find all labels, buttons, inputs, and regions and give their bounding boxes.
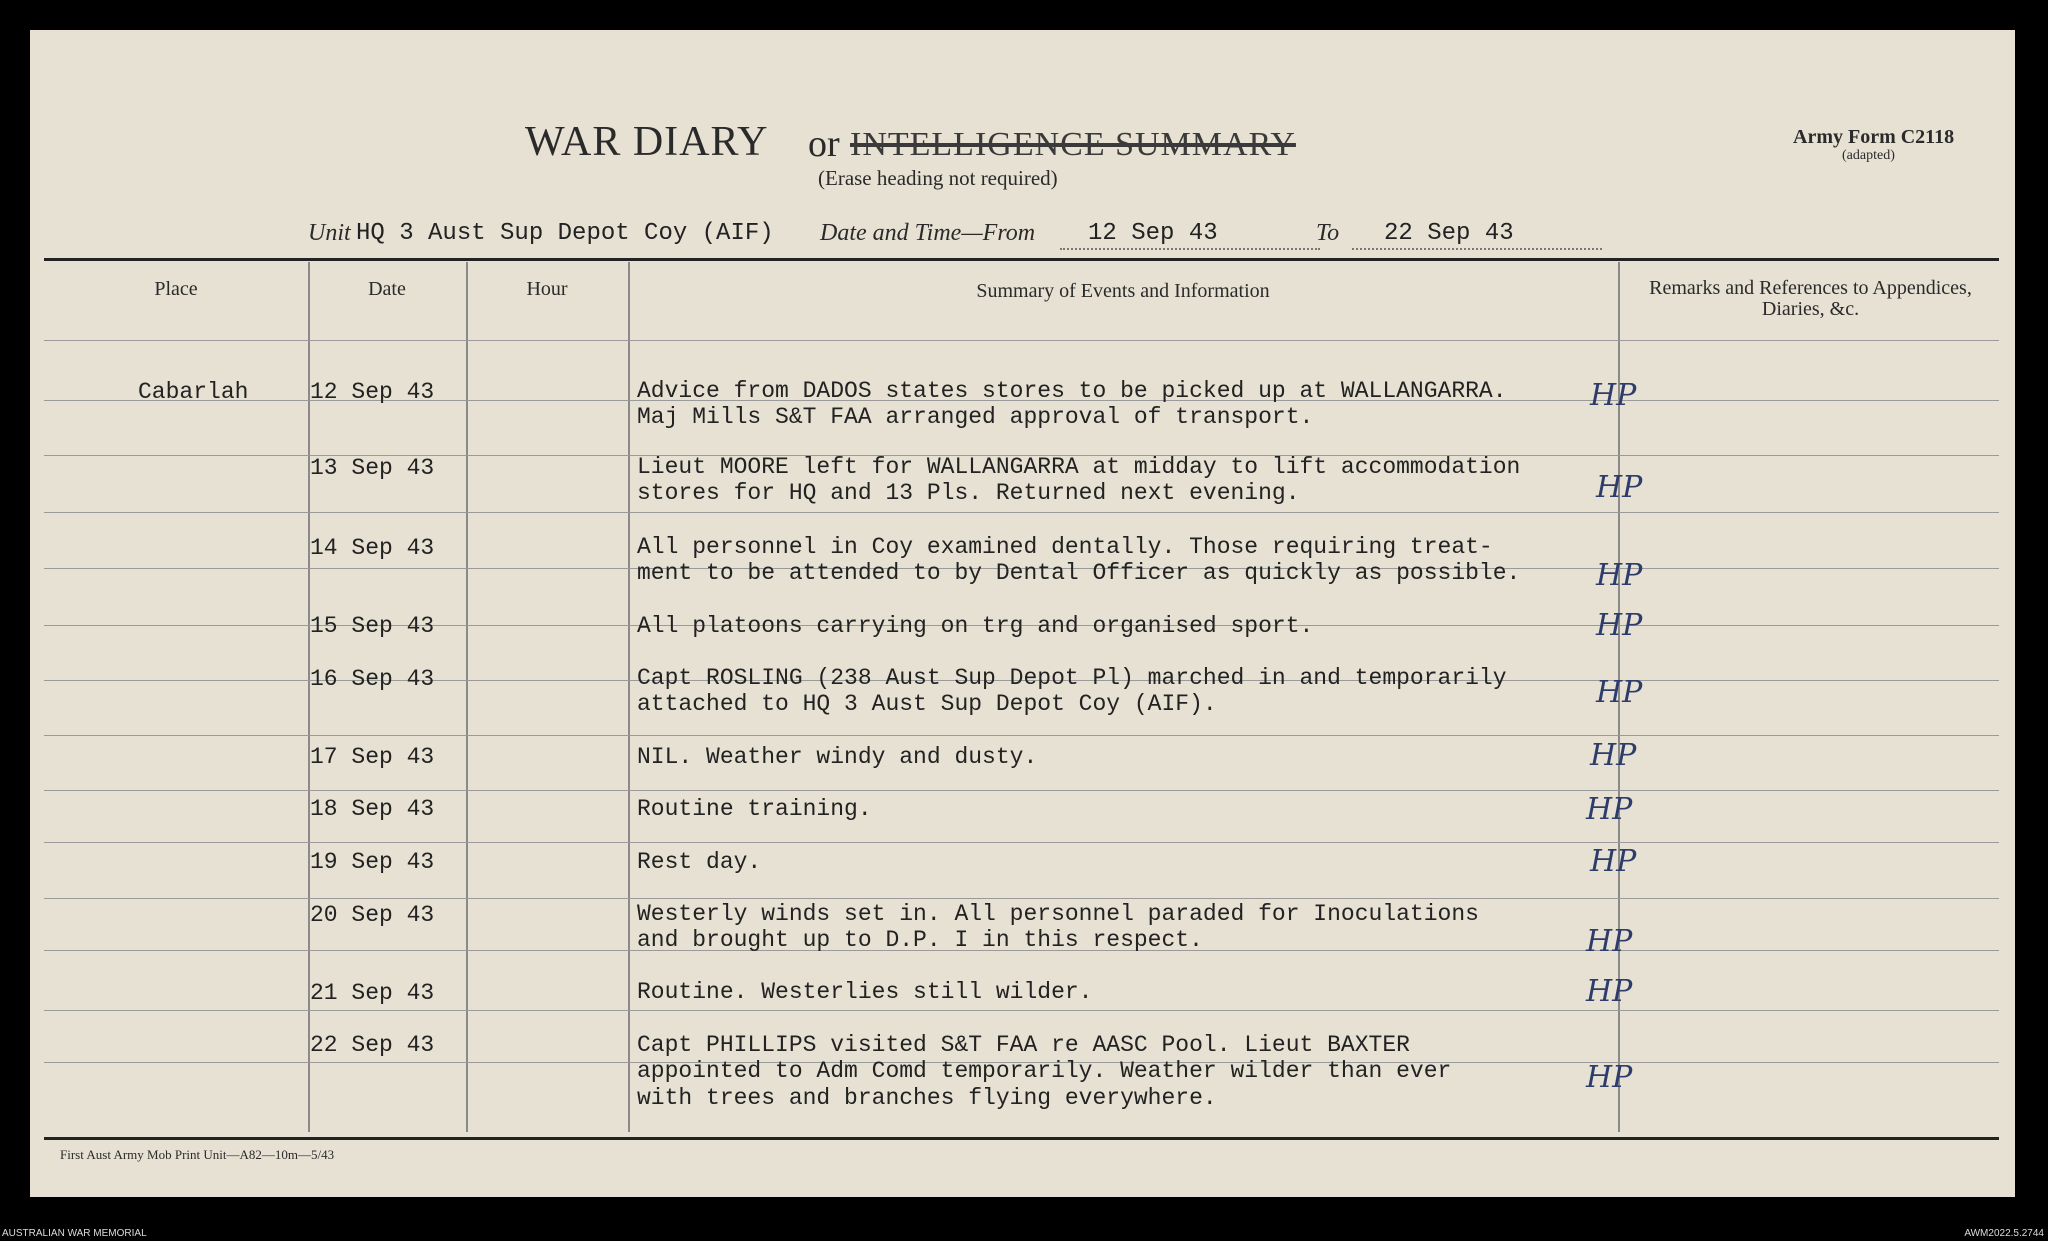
header-remarks: Remarks and References to Appendices, Diaries, &c. [1649,277,1972,320]
column-divider [466,262,468,1132]
entry-line: All personnel in Coy examined dentally. Those requiring treat- [637,534,1493,560]
entry-date: 12 Sep 43 [310,379,435,405]
ruled-line [44,842,1999,843]
initials-mark: HP [1596,608,1643,643]
to-label: To [1316,220,1340,246]
entry-line: Capt ROSLING (238 Aust Sup Depot Pl) marched in and temporarily [637,665,1507,691]
entry-line: NIL. Weather windy and dusty. [637,744,1038,770]
from-value: 12 Sep 43 [1088,220,1218,247]
adapted-label: (adapted) [1842,148,1895,163]
entry-date: 17 Sep 43 [310,744,435,770]
entry-line: attached to HQ 3 Aust Sup Depot Coy (AIF). [637,691,1217,717]
header-summary: Summary of Events and Information [976,280,1270,302]
erase-note: (Erase heading not required) [818,166,1058,190]
diary-page [30,30,2015,1197]
entry-line: with trees and branches flying everywhere. [637,1085,1217,1111]
struck-heading: INTELLIGENCE SUMMARY [850,126,1296,163]
entry-date: 19 Sep 43 [310,849,435,875]
entry-date: 14 Sep 43 [310,535,435,561]
entry-line: Maj Mills S&T FAA arranged approval of transport. [637,404,1314,430]
entry-date: 18 Sep 43 [310,796,435,822]
initials-mark: HP [1586,924,1633,959]
from-dotted-line [1060,248,1320,250]
print-unit-footer: First Aust Army Mob Print Unit—A82—10m—5/43 [60,1147,335,1162]
entry-date: 22 Sep 43 [310,1032,435,1058]
unit-label: Unit [308,220,351,246]
ruled-line [44,512,1999,513]
entry-line: Rest day. [637,849,762,875]
ruled-line [44,1010,1999,1011]
header-place: Place [154,278,198,300]
to-dotted-line [1352,248,1602,250]
title-or: or [808,123,840,165]
initials-mark: HP [1596,675,1643,710]
entry-date: 13 Sep 43 [310,455,435,481]
entry-line: Routine training. [637,796,872,822]
ruled-line [44,790,1999,791]
entry-line: and brought up to D.P. I in this respect. [637,927,1203,953]
entry-date: 21 Sep 43 [310,980,435,1006]
entry-line: Lieut MOORE left for WALLANGARRA at midday to lift accommodation [637,454,1521,480]
ruled-line [44,898,1999,899]
ruled-line [44,340,1999,341]
page-title: WAR DIARY [525,119,769,165]
entry-line: Advice from DADOS states stores to be picked up at WALLANGARRA. [637,378,1507,404]
army-form-label: Army Form C2118 [1793,126,1955,148]
date-time-label: Date and Time—From [820,220,1036,246]
top-rule [44,258,1999,261]
initials-mark: HP [1596,558,1643,593]
place-cabarlah: Cabarlah [138,379,249,405]
column-divider [628,262,630,1132]
entry-line: ment to be attended to by Dental Officer as quickly as possible. [637,560,1521,586]
initials-mark: HP [1586,974,1633,1009]
header-date: Date [368,278,406,300]
entry-line: Routine. Westerlies still wilder. [637,979,1093,1005]
entry-line: stores for HQ and 13 Pls. Returned next evening. [637,480,1300,506]
archive-caption: AUSTRALIAN WAR MEMORIAL [2,1228,147,1239]
to-value: 22 Sep 43 [1384,220,1514,247]
header-hour: Hour [526,278,568,300]
bottom-rule [44,1137,1999,1140]
entry-line: Westerly winds set in. All personnel paraded for Inoculations [637,901,1479,927]
entry-date: 15 Sep 43 [310,613,435,639]
entry-date: 16 Sep 43 [310,666,435,692]
entry-line: appointed to Adm Comd temporarily. Weather wilder than ever [637,1058,1452,1084]
archive-reference: AWM2022.5.2744 [1964,1228,2044,1239]
initials-mark: HP [1590,844,1637,879]
initials-mark: HP [1586,1060,1633,1095]
ruled-line [44,735,1999,736]
entry-date: 20 Sep 43 [310,902,435,928]
initials-mark: HP [1590,378,1637,413]
unit-value: HQ 3 Aust Sup Depot Coy (AIF) [356,220,774,247]
initials-mark: HP [1586,792,1633,827]
initials-mark: HP [1596,470,1643,505]
initials-mark: HP [1590,738,1637,773]
entry-line: Capt PHILLIPS visited S&T FAA re AASC Pool. Lieut BAXTER [637,1032,1410,1058]
entry-line: All platoons carrying on trg and organised sport. [637,613,1314,639]
